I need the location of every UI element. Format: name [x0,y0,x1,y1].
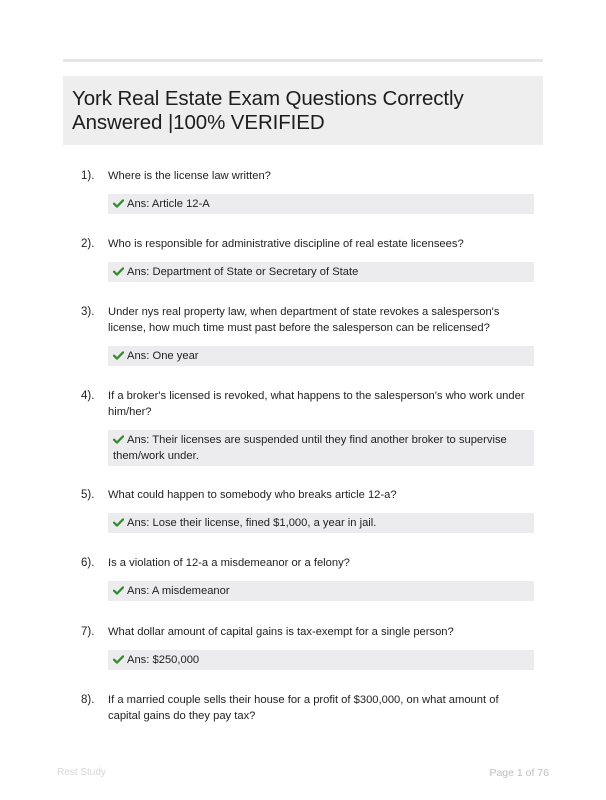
question-text: What dollar amount of capital gains is tax-exempt for a single person? [108,626,454,638]
question-number: 6). [81,557,95,569]
check-icon [113,267,124,276]
footer-watermark: Rest Study [57,767,106,778]
answer-text: Ans: $250,000 [127,654,200,666]
question-text: Under nys real property law, when department of state revokes a salesperson's license, how much time must past before the salesperson can be relicensed? [108,306,500,334]
answer-text: Ans: A misdemeanor [127,585,230,597]
check-icon [113,586,124,595]
question-text: What could happen to somebody who breaks article 12-a? [108,489,397,501]
answer-box [108,513,534,533]
question-number: 1). [81,170,95,182]
answer-box [108,262,534,282]
check-icon [113,518,124,527]
answer-box [108,430,534,466]
check-icon [113,435,124,444]
question-number: 5). [81,489,95,501]
question-text: Is a violation of 12-a a misdemeanor or a felony? [108,557,350,569]
question-text: If a broker's licensed is revoked, what happens to the salesperson's who work under him/her? [108,390,525,418]
question-number: 2). [81,238,95,250]
answer-box [108,581,534,601]
answer-text: Ans: Lose their license, fined $1,000, a year in jail. [127,517,377,529]
answer-text: Ans: Their licenses are suspended until they find another broker to supervise them/work under. [113,434,507,462]
page-number: Page 1 of 76 [489,767,549,779]
page-title: York Real Estate Exam Questions Correctly Answered |100% VERIFIED [72,87,464,134]
question-number: 3). [81,306,95,318]
answer-text: Ans: One year [127,350,199,362]
question-text: If a married couple sells their house for a profit of $300,000, on what amount of capital gains do they pay tax? [108,694,499,722]
question-number: 8). [81,694,95,706]
answer-box [108,650,534,670]
question-text: Where is the license law written? [108,170,271,182]
check-icon [113,351,124,360]
question-text: Who is responsible for administrative discipline of real estate licensees? [108,238,464,250]
answer-text: Ans: Department of State or Secretary of State [127,266,359,278]
check-icon [113,655,124,664]
question-number: 7). [81,626,95,638]
question-number: 4). [81,390,95,402]
answer-box [108,194,534,214]
check-icon [113,199,124,208]
answer-text: Ans: Article 12-A [127,198,210,210]
answer-box [108,346,534,366]
